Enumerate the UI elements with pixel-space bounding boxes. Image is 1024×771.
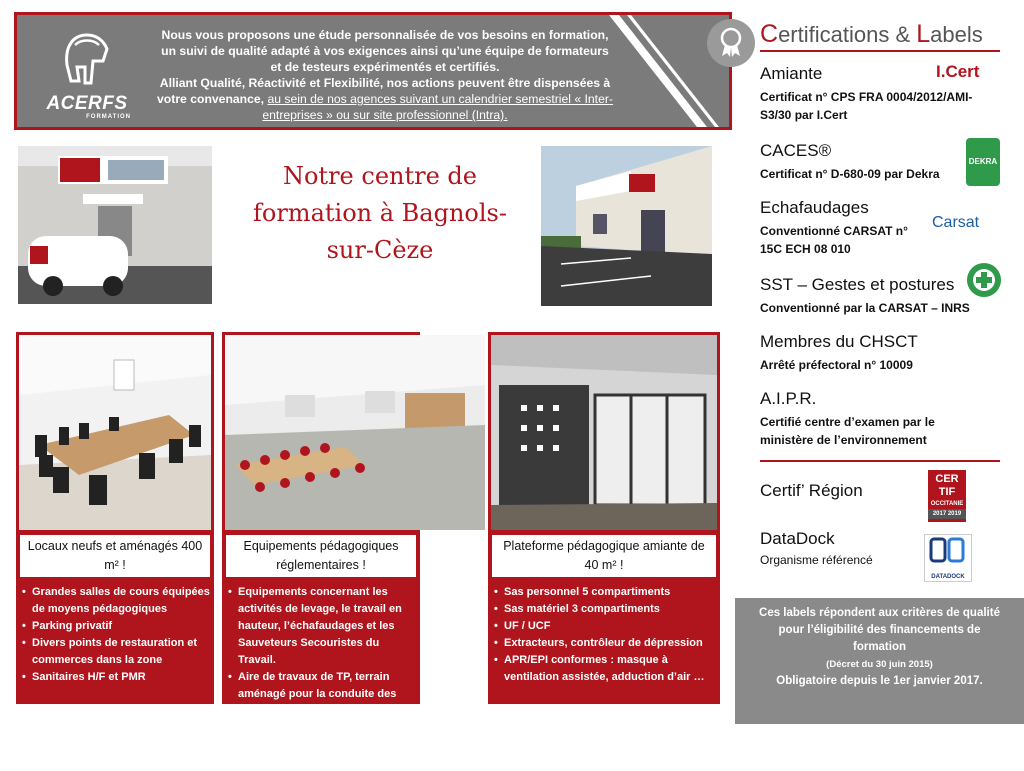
list-item: • Sas personnel 5 compartiments	[492, 584, 718, 601]
card-equipment	[222, 332, 420, 768]
cert-heading: DataDock	[760, 529, 835, 548]
cert-heading: Echafaudages	[760, 198, 869, 217]
card-bullets	[492, 584, 718, 686]
card-bullets	[226, 584, 416, 771]
cert-item-chsct	[760, 332, 990, 374]
list-item: • Atelier de travaux pédagogiques électriques	[226, 720, 416, 754]
card-premises	[16, 332, 214, 704]
cert-heading: CACES®	[760, 141, 832, 160]
datadock-logo: DATADOCK	[924, 534, 972, 582]
card-caption: Equipements pédagogiques réglementaires !	[225, 534, 417, 578]
cert-item-caces	[760, 141, 990, 183]
banner-text	[155, 27, 615, 123]
cert-detail: Conventionné CARSAT n° 15C ECH 08 010	[760, 224, 908, 256]
list-item: • Parking privatif	[20, 618, 210, 635]
list-item: • Différents EPI réglementaires …	[226, 754, 416, 771]
list-item: • Sanitaires H/F et PMR	[20, 669, 210, 686]
banner-line2-link: au sein de nos agences suivant un calendrier semestriel « Inter-entreprises » ou sur site professionnel (Intra).	[262, 92, 613, 122]
footer-decree: (Décret du 30 juin 2015)	[826, 659, 933, 670]
footer-main: Ces labels répondent aux critères de qualité pour l’éligibilité des financements de formation	[759, 607, 1000, 653]
cert-item-aipr	[760, 389, 990, 449]
sst-icon	[966, 262, 1002, 298]
classroom-photo	[19, 335, 211, 530]
certifications-title: Certifications & Labels	[760, 20, 983, 48]
card-asbestos	[488, 332, 720, 704]
labels-footer-box	[735, 598, 1024, 724]
datadock-icon	[925, 535, 971, 569]
cert-heading: Membres du CHSCT	[760, 332, 918, 351]
list-item: • Grandes salles de cours équipées de moyens pédagogiques	[20, 584, 210, 618]
cert-heading: A.I.P.R.	[760, 389, 817, 408]
list-item: • APR/EPI conformes : masque à ventilation assistée, adduction d’air …	[492, 652, 718, 686]
list-item: • Extracteurs, contrôleur de dépression	[492, 635, 718, 652]
title-divider	[760, 50, 1000, 52]
cert-detail: Certificat n° CPS FRA 0004/2012/AMI-S3/30 par I.Cert	[760, 90, 973, 122]
brand-sub: FORMATION	[86, 114, 131, 120]
footer-last: Obligatoire depuis le 1er janvier 2017.	[776, 675, 983, 687]
cert-heading: Amiante	[760, 64, 823, 83]
icert-logo: I.Cert	[936, 62, 980, 81]
cert-detail: Conventionné par la CARSAT – INRS	[760, 301, 970, 315]
helmet-icon	[57, 31, 117, 89]
list-item: • Divers points de restauration et commerces dans la zone	[20, 635, 210, 669]
card-bullets	[20, 584, 210, 686]
building-photo-side	[541, 146, 712, 306]
award-badge-icon	[706, 18, 756, 68]
list-item: • Aire de travaux de TP, terrain aménagé pour la conduite des engins	[226, 669, 416, 720]
asbestos-platform-photo	[491, 335, 717, 530]
banner-line1: Nous vous proposons une étude personnalisée de vos besoins en formation, un suivi de qualité adapté à vos exigences ainsi qu’une équipe de formateurs et de testeurs expérimentés et certifiés.	[161, 28, 609, 74]
brand-name: ACERFS	[46, 93, 128, 114]
training-hall-photo	[225, 335, 485, 530]
card-caption: Locaux neufs et aménagés 400 m² !	[19, 534, 211, 578]
cert-heading: SST – Gestes et postures	[760, 275, 955, 294]
cert-detail: Arrêté préfectoral n° 10009	[760, 358, 913, 372]
list-item: • Sas matériel 3 compartiments	[492, 601, 718, 618]
center-title: Notre centre de formation à Bagnols-sur-Cèze	[253, 162, 507, 264]
card-caption: Plateforme pédagogique amiante de 40 m² !	[491, 534, 717, 578]
cert-heading: Certif’ Région	[760, 481, 863, 500]
building-photo-front	[18, 146, 212, 304]
list-item: • Equipements concernant les activités de levage, le travail en hauteur, l’échafaudages et les Sauveteurs Secouristes du Travail.	[226, 584, 416, 669]
banner-line2: Alliant Qualité, Réactivité et Flexibilité, nos actions peuvent être dispensées à votre convenance,	[157, 76, 611, 106]
header-banner	[14, 12, 732, 130]
cert-detail: Certificat n° D-680-09 par Dekra	[760, 167, 940, 181]
section-divider	[760, 460, 1000, 462]
dekra-logo: DEKRA	[966, 138, 1000, 186]
cert-detail: Certifié centre d’examen par le ministère de l’environnement	[760, 415, 935, 447]
acerfs-logo	[37, 31, 137, 121]
cert-detail: Organisme référencé	[760, 553, 873, 567]
certif-region-logo: CER TIF OCCITANIE 2017 2019	[928, 470, 966, 522]
carsat-logo: Carsat	[932, 214, 980, 231]
list-item: • UF / UCF	[492, 618, 718, 635]
